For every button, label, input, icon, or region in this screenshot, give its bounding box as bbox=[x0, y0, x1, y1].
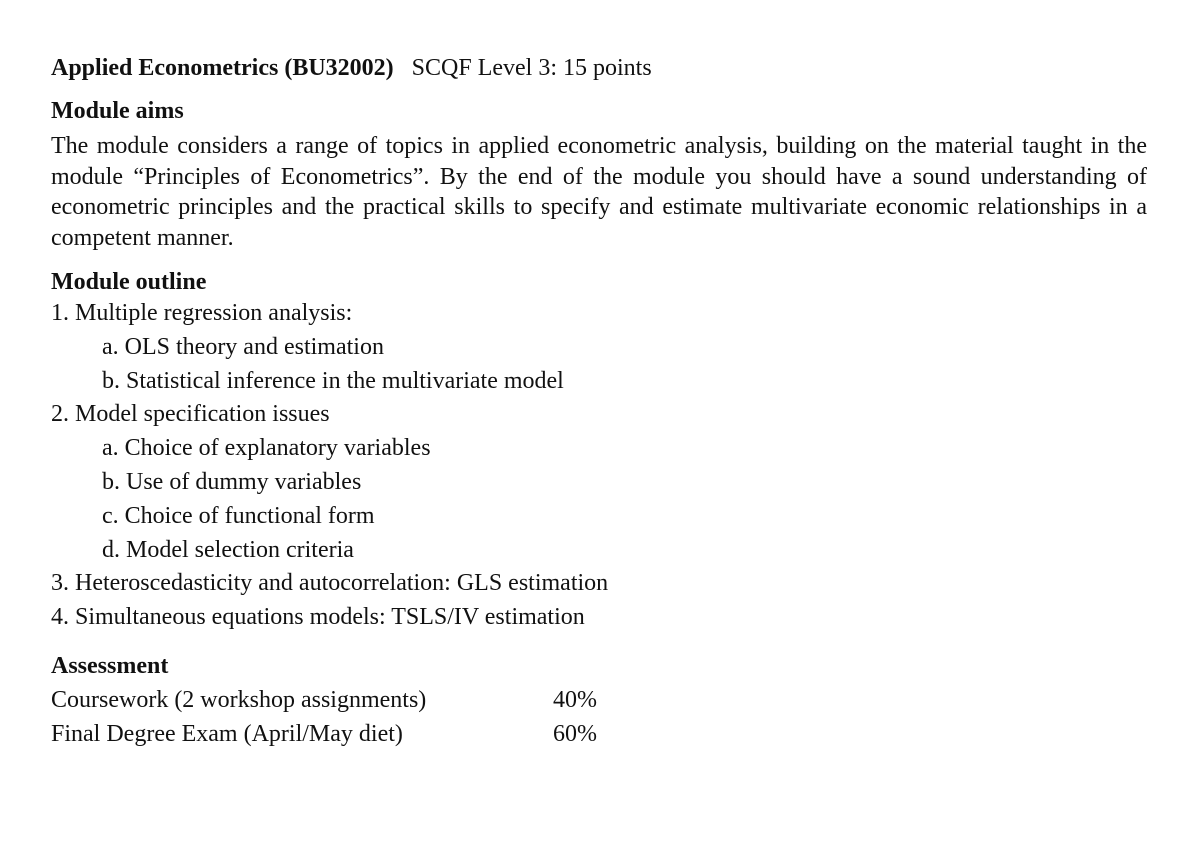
outline-list bbox=[51, 297, 1147, 635]
assessment-table bbox=[51, 683, 597, 751]
outline-topic: 4. Simultaneous equations models: TSLS/IV estimation bbox=[51, 604, 585, 631]
outline-subtopic: c. Choice of functional form bbox=[102, 502, 375, 529]
course-title: Applied Econometrics (BU32002) bbox=[51, 55, 394, 81]
outline-subtopic: b. Statistical inference in the multivariate model bbox=[102, 367, 564, 394]
module-description bbox=[51, 52, 1147, 751]
outline-subtopic: a. OLS theory and estimation bbox=[102, 333, 384, 360]
assessment-row bbox=[51, 717, 597, 751]
outline-topic: 1. Multiple regression analysis: bbox=[51, 300, 353, 326]
assessment-row bbox=[51, 683, 597, 717]
outline-heading: Module outline bbox=[51, 269, 207, 295]
outline-topic: 2. Model specification issues bbox=[51, 401, 330, 428]
aims-heading: Module aims bbox=[51, 98, 184, 124]
outline-subtopic: d. Model selection criteria bbox=[102, 536, 354, 563]
outline-subtopic: b. Use of dummy variables bbox=[102, 468, 362, 495]
assessment-item: Final Degree Exam (April/May diet) bbox=[51, 720, 403, 747]
outline-topic: 3. Heteroscedasticity and autocorrelation: GLS estimation bbox=[51, 570, 609, 597]
assessment-item: Coursework (2 workshop assignments) bbox=[51, 686, 427, 713]
outline-subtopic: a. Choice of explanatory variables bbox=[102, 435, 431, 462]
assessment-heading: Assessment bbox=[51, 652, 169, 679]
assessment-weight: 60% bbox=[553, 720, 597, 747]
assessment-weight: 40% bbox=[553, 686, 597, 713]
aims-paragraph: The module considers a range of topics in applied econometric analysis, building on the material taught in the module “Principles of Econometrics”. By the end of the module you should have a sound understanding of econometric principles and the practical skills to specify and estimate multivariate economic relationships in a competent manner. bbox=[51, 133, 1147, 251]
module-title-line bbox=[51, 52, 1147, 84]
level-info: SCQF Level 3: 15 points bbox=[411, 55, 652, 81]
